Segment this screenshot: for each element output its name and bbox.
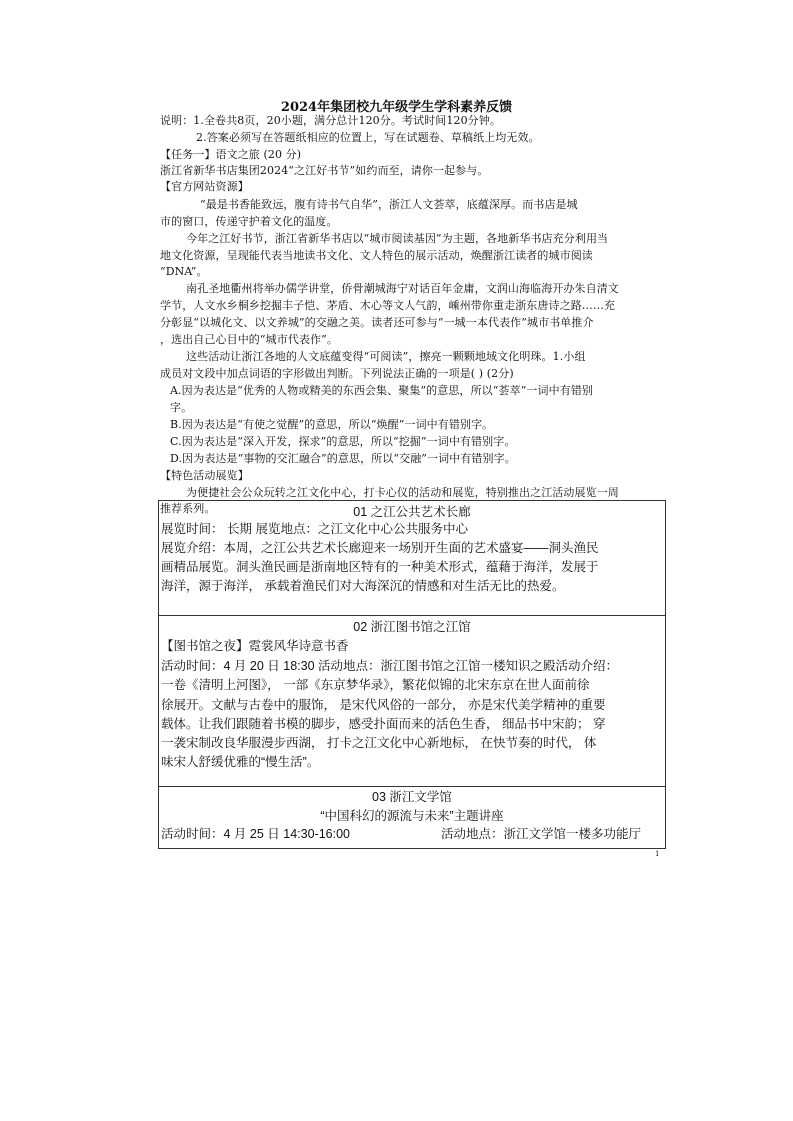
event-text-line: 一卷《清明上河图》， 一部《东京梦华录》，繁花似锦的北宋东京在世人面前徐	[161, 678, 590, 692]
exhibit-box-01	[158, 500, 666, 616]
passage-line: 市的窗口，传递守护着文化的温度。	[160, 215, 338, 228]
passage-line: “最是书香能致远，腹有诗书气自华”，浙江人文荟萃，底蕴深厚。而书店是城	[200, 198, 578, 211]
option-a: A.因为表达是“优秀的人物或精美的东西会集、聚集”的意思，所以“荟萃”一词中有错别	[170, 384, 594, 397]
instruction-line-1: 说明：1.全卷共8页，20小题，满分总计120分。考试时间120分钟。	[160, 114, 501, 127]
exhibit-intro-line: 海洋，源于海洋， 承载着渔民们对大海深沉的情感和对生活无比的热爱。	[161, 579, 565, 593]
passage-line: “DNA”。	[160, 265, 208, 278]
page-title: 2024年集团校九年级学生学科素养反馈	[280, 100, 513, 115]
task1-heading: 【任务一】语文之旅 (20 分)	[160, 148, 302, 161]
official-resources-heading: 【官方网站资源】	[160, 180, 249, 193]
exhibit-box-02	[158, 615, 666, 787]
passage-line: 这些活动让浙江各地的人文底蕴变得“可阅读”，擦亮一颗颗地域文化明珠。1.小组	[186, 350, 586, 363]
instruction-line-2: 2.答案必须写在答题纸相应的位置上，写在试题卷、草稿纸上均无效。	[196, 131, 540, 144]
event-text-line: 味宋人舒缓优雅的“慢生活”。	[161, 755, 320, 769]
option-a-cont: 字。	[170, 401, 193, 414]
feature-heading: 【特色活动展览】	[160, 469, 249, 482]
event-place: 活动地点：浙江文学馆一楼多功能厅	[441, 827, 642, 841]
exhibit-time-place: 展览时间： 长期 展览地点：之江文化中心公共服务中心	[161, 522, 468, 536]
feature-intro-line: 推荐系列。	[160, 502, 216, 515]
passage-line: 今年之江好书节，浙江省新华书店以“城市阅读基因”为主题，各地新华书店充分利用当	[186, 232, 609, 245]
passage-line: 分彰显“以城化文、以文养城”的交融之美。读者还可参与“一城一本代表作”城市书单推介	[160, 316, 594, 329]
exhibit-intro-line: 展览介绍：本周，之江公共艺术长廊迎来一场别开生面的艺术盛宴——洞头渔民	[161, 541, 599, 555]
task1-intro: 浙江省新华书店集团2024“之江好书节”如约而至，请你一起参与。	[160, 164, 489, 177]
event-subtitle: “中国科幻的源流与未来”主题讲座	[320, 809, 504, 823]
question-stem: 成员对文段中加点词语的字形做出判断。下列说法正确的一项是( ) (2分)	[160, 367, 514, 380]
passage-line: 南孔圣地衢州将举办儒学讲堂，侨骨潮城海宁对话百年金庸，文润山海临海开办朱自清文	[186, 282, 619, 295]
event-text-line: 载体。让我们跟随着书模的脚步，感受扑面而来的活色生香， 细品书中宋韵； 穿	[161, 717, 606, 731]
option-c: C.因为表达是“深入开发，探求”的意思，所以“挖掘”一词中有错别字。	[170, 435, 516, 448]
exhibit-box-03	[158, 786, 666, 849]
exhibit-title: 01 之江公共艺术长廊	[353, 505, 471, 519]
exhibit-title: 02 浙江图书馆之江馆	[353, 620, 471, 634]
page-number: 1	[655, 850, 660, 858]
event-text-line: 活动时间：4 月 20 日 18:30 活动地点：浙江图书馆之江馆一楼知识之殿活动介绍：	[161, 659, 619, 673]
event-text-line: 徐展开。文献与古卷中的服饰， 是宋代风俗的一部分， 亦是宋代美学精神的重要	[161, 698, 606, 712]
exhibit-title: 03 浙江文学馆	[372, 790, 452, 804]
passage-line: ，选出自己心目中的“城市代表作”。	[160, 333, 338, 346]
option-b: B.因为表达是“有使之觉醒”的意思，所以“焕醒”一词中有错别字。	[170, 418, 494, 431]
event-subtitle: 【图书馆之夜】霓裳风华诗意书香	[161, 639, 349, 653]
feature-intro-line: 为便捷社会公众玩转之江文化中心，打卡心仪的活动和展览，特别推出之江活动展览一周	[186, 486, 619, 499]
exhibit-intro-line: 画精品展览。洞头渔民画是浙南地区特有的一种美术形式，蕴藉于海洋，发展于	[161, 560, 599, 574]
passage-line: 地文化资源，呈现能代表当地读书文化、文人特色的展示活动，焕醒浙江读者的城市阅读	[160, 249, 593, 262]
passage-line: 学节，人文水乡桐乡挖掘丰子恺、茅盾、木心等文人气韵，嵊州带你重走浙东唐诗之路……充	[160, 299, 616, 312]
event-text-line: 一袭宋制改良华服漫步西湖， 打卡之江文化中心新地标， 在快节奏的时代， 体	[161, 736, 597, 750]
option-d: D.因为表达是“事物的交汇融合”的意思，所以“交融”一词中有错别字。	[170, 452, 516, 465]
event-time: 活动时间：4 月 25 日 14:30-16:00	[161, 827, 350, 841]
